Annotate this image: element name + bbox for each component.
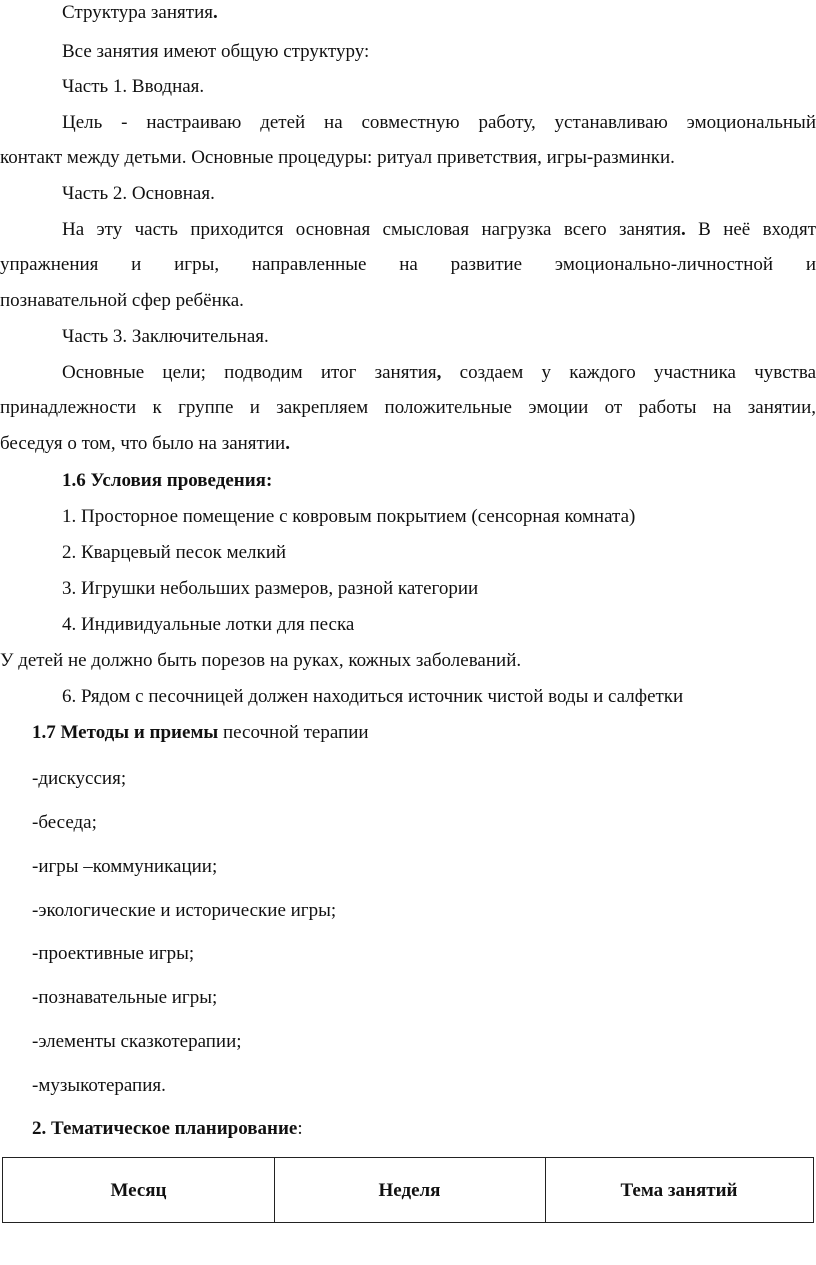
paragraph-line: контакт между детьми. Основные процедуры: ритуал приветствия, игры-разминки.	[0, 147, 675, 168]
table-header-month: Месяц	[110, 1180, 167, 1201]
text: .	[681, 219, 686, 240]
table-header-topic: Тема занятий	[620, 1180, 738, 1201]
text: Структура занятия	[62, 2, 213, 23]
part-2-title: Часть 2. Основная.	[62, 183, 215, 204]
method-item: -беседа;	[32, 812, 97, 833]
part-3-title: Часть 3. Заключительная.	[62, 326, 269, 347]
text: создаем у каждого участника чувства	[441, 362, 816, 383]
method-item: -элементы сказкотерапии;	[32, 1031, 242, 1052]
method-item: -музыкотерапия.	[32, 1075, 166, 1096]
text: ,	[436, 362, 442, 383]
text: На эту часть приходится основная смысловая нагрузка всего занятия	[62, 219, 682, 240]
text: Основные цели; подводим итог занятия	[62, 362, 437, 383]
method-item: -игры –коммуникации;	[32, 856, 218, 877]
method-item: -экологические и исторические игры;	[32, 900, 337, 921]
text: .	[212, 2, 218, 23]
paragraph-line: познавательной сфер ребёнка.	[0, 290, 244, 311]
method-item: -дискуссия;	[32, 768, 127, 789]
heading-lesson-structure	[62, 2, 816, 24]
paragraph-line: упражнения и игры, направленные на развитие эмоционально-личностной и	[0, 254, 816, 275]
paragraph-line	[0, 433, 816, 455]
paragraph-line: У детей не должно быть порезов на руках, кожных заболеваний.	[0, 650, 522, 671]
text: 1.7 Методы и приемы	[32, 722, 219, 743]
paragraph-line	[62, 219, 816, 243]
paragraph-line	[62, 362, 816, 386]
table-header-week: Неделя	[378, 1180, 441, 1201]
thematic-plan-table	[2, 1157, 814, 1223]
paragraph-line: принадлежности к группе и закрепляем положительные эмоции от работы на занятии,	[0, 397, 816, 418]
list-item: 3. Игрушки небольших размеров, разной категории	[62, 578, 479, 599]
paragraph: Все занятия имеют общую структуру:	[62, 41, 370, 62]
section-1-6-heading: 1.6 Условия проведения:	[62, 470, 273, 491]
paragraph-line: Цель - настраиваю детей на совместную работу, устанавливаю эмоциональный	[62, 112, 816, 133]
list-item: 4. Индивидуальные лотки для песка	[62, 614, 355, 635]
method-item: -познавательные игры;	[32, 987, 218, 1008]
list-item: 1. Просторное помещение с ковровым покрытием (сенсорная комната)	[62, 506, 636, 527]
text: В неё входят	[685, 219, 816, 240]
part-1-title: Часть 1. Вводная.	[62, 76, 205, 97]
text: беседуя о том, что было на занятии	[0, 433, 286, 454]
method-item: -проективные игры;	[32, 943, 195, 964]
section-2-heading	[32, 1118, 816, 1140]
text: .	[285, 433, 290, 454]
text: :	[297, 1118, 303, 1139]
section-1-7-heading	[32, 722, 816, 744]
list-item: 2. Кварцевый песок мелкий	[62, 542, 287, 563]
text: 2. Тематическое планирование	[32, 1118, 298, 1139]
text: песочной терапии	[218, 722, 369, 743]
list-item: 6. Рядом с песочницей должен находиться источник чистой воды и салфетки	[62, 686, 684, 707]
